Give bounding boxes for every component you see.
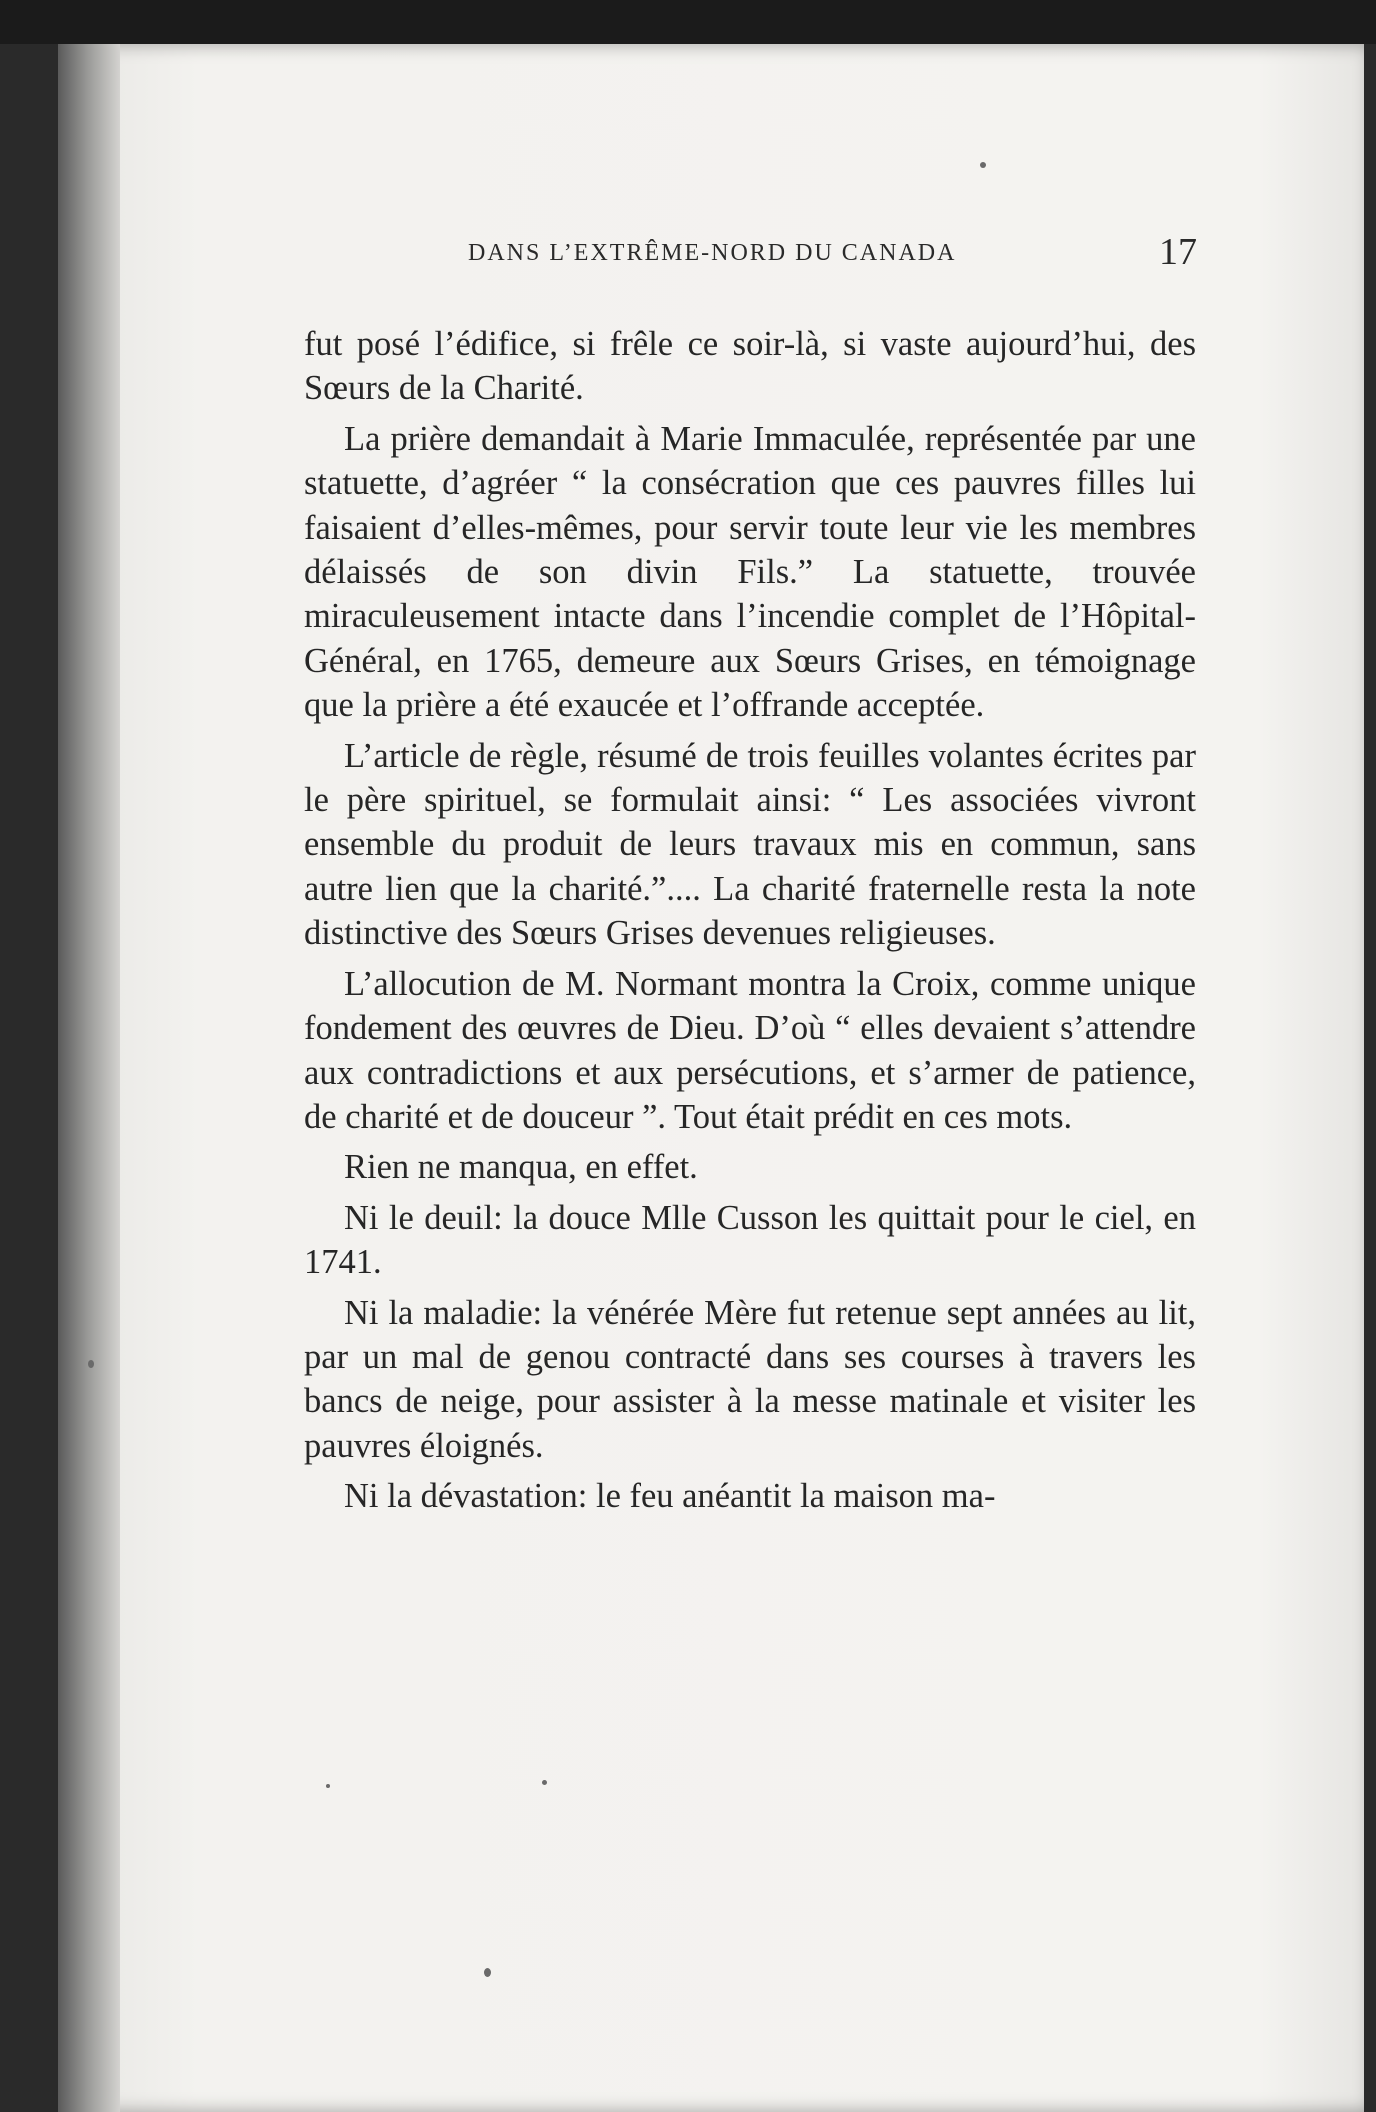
dust-speck <box>88 1360 94 1368</box>
paragraph: L’article de règle, résumé de trois feuilles volantes écrites par le père spirituel, se formulait ainsi: “ Les associées vivront ensemble du produit de leurs travaux mis en commun, sans autre lien que la charité.”.... La charité fraternelle resta la note distinctive des Sœurs Grises devenues religieuses. <box>304 736 1196 953</box>
paragraph: La prière demandait à Marie Immaculée, représentée par une statuette, d’agréer “ la consécration que ces pauvres filles lui faisaient d’elles-mêmes, pour servir toute leur vie les membres délaissés de son divin Fils.” La statuette, trouvée miraculeusement intacte dans l’incendie complet de l’Hôpital-Général, en 1765, demeure aux Sœurs Grises, en témoignage que la prière a été exaucée et l’offrande acceptée. <box>304 419 1196 725</box>
paragraph: Ni le deuil: la douce Mlle Cusson les quittait pour le ciel, en 1741. <box>304 1198 1196 1282</box>
paragraph: fut posé l’édifice, si frêle ce soir-là, si vaste aujourd’hui, des Sœurs de la Charité. <box>304 325 1196 408</box>
dust-speck <box>542 1780 547 1785</box>
paragraph: Rien ne manqua, en effet. <box>344 1148 698 1187</box>
body-text <box>304 322 1196 1525</box>
running-head: DANS L’EXTRÊME-NORD DU CANADA <box>468 240 957 266</box>
page-number: 17 <box>1159 231 1197 273</box>
dust-speck <box>326 1784 330 1788</box>
book-gutter <box>58 44 120 2112</box>
paragraph: L’allocution de M. Normant montra la Croix, comme unique fondement des œuvres de Dieu. D’où “ elles devaient s’attendre aux contradictions et aux persécutions, et s’armer de patience, de charité et de douceur ”. Tout était prédit en ces mots. <box>304 964 1196 1136</box>
dust-speck <box>980 162 986 168</box>
dust-speck <box>484 1968 491 1977</box>
paragraph: Ni la dévastation: le feu anéantit la maison ma- <box>344 1477 996 1516</box>
paragraph: Ni la maladie: la vénérée Mère fut retenue sept années au lit, par un mal de genou contracté dans ses courses à travers les bancs de neige, pour assister à la messe matinale et visiter les pauvres éloignés. <box>304 1293 1196 1465</box>
page-header <box>300 231 1205 280</box>
scan-border <box>0 0 1376 44</box>
